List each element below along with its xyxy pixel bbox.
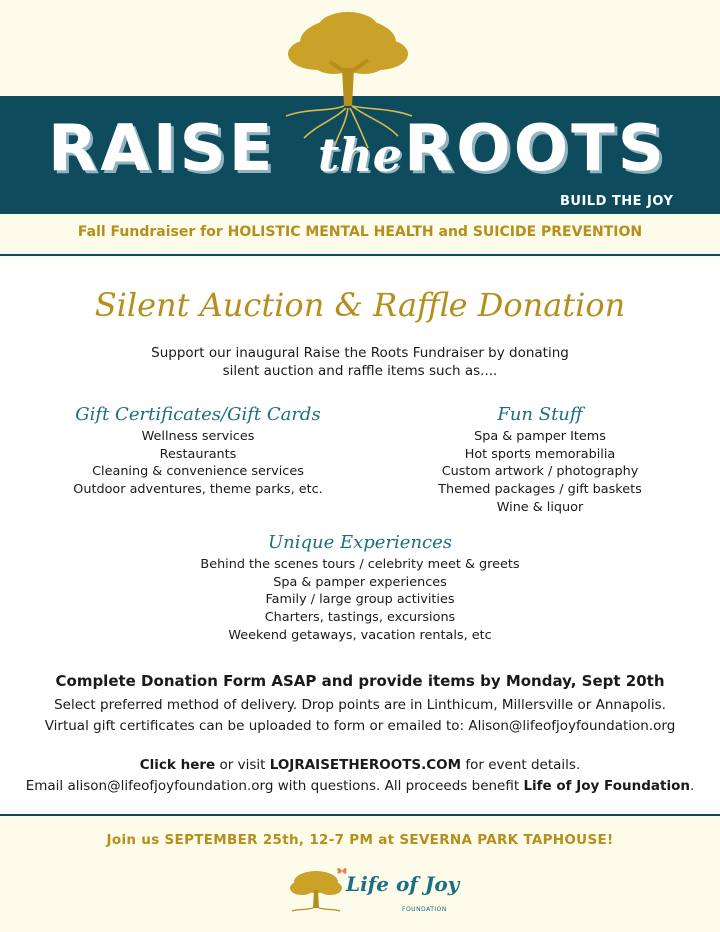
logo-subtitle: FOUNDATION xyxy=(402,906,447,913)
fun-stuff-list xyxy=(390,406,690,517)
footer-divider xyxy=(0,814,720,816)
list-item: Custom artwork / photography xyxy=(441,464,639,480)
visit-text: or visit xyxy=(215,757,270,773)
logo-name: Life of Joy xyxy=(346,872,460,896)
list-item: Restaurants xyxy=(159,446,237,462)
list-item: Spa & pamper experiences xyxy=(273,574,447,590)
event-announcement: Join us SEPTEMBER 25th, 12-7 PM at SEVERNA PARK TAPHOUSE! xyxy=(106,832,614,848)
delivery-line-2: Virtual gift certificates can be uploaded to form or emailed to: Alison@lifeofjoyfoundation.org xyxy=(44,718,676,734)
foundation-name: Life of Joy Foundation xyxy=(523,778,690,794)
list-item: Cleaning & convenience services xyxy=(92,464,304,480)
details-line-1 xyxy=(0,755,720,776)
gift-cards-list xyxy=(48,406,348,499)
email-text: Email alison@lifeofjoyfoundation.org with questions. All proceeds benefit xyxy=(25,778,524,794)
list-item: Wellness services xyxy=(141,428,255,444)
details-text xyxy=(0,755,720,797)
list-item: Wine & liquor xyxy=(496,499,584,515)
list-item: Spa & pamper Items xyxy=(474,428,606,444)
click-here-link[interactable]: Click here xyxy=(139,757,216,773)
details-line-2 xyxy=(0,776,720,797)
intro-line-1: Support our inaugural Raise the Roots Fundraiser by donating xyxy=(151,345,569,361)
site-link[interactable]: LOJRAISETHEROOTS.COM xyxy=(269,757,462,773)
list-item: Behind the scenes tours / celebrity meet & greets xyxy=(200,556,520,572)
deadline-text: Complete Donation Form ASAP and provide items by Monday, Sept 20th xyxy=(55,672,665,690)
delivery-text xyxy=(0,695,720,737)
experiences-list xyxy=(160,534,560,645)
title-roots: ROOTS xyxy=(404,112,667,186)
intro-line-2: silent auction and raffle items such as.... xyxy=(222,363,498,379)
list-item: Outdoor adventures, theme parks, etc. xyxy=(73,482,323,498)
section-heading: Silent Auction & Raffle Donation xyxy=(94,286,626,324)
delivery-line-1: Select preferred method of delivery. Drop points are in Linthicum, Millersville or Annapolis. xyxy=(54,697,666,713)
fun-stuff-title: Fun Stuff xyxy=(497,404,583,425)
list-item: Charters, tastings, excursions xyxy=(264,610,456,626)
title-raise: RAISE xyxy=(48,112,276,186)
gift-cards-title: Gift Certificates/Gift Cards xyxy=(75,404,321,425)
subtitle: Fall Fundraiser for HOLISTIC MENTAL HEALTH and SUICIDE PREVENTION xyxy=(77,224,643,240)
list-item: Hot sports memorabilia xyxy=(464,446,616,462)
tagline: BUILD THE JOY xyxy=(560,194,674,209)
period: . xyxy=(689,778,695,794)
title-the: the xyxy=(318,128,402,182)
list-item: Family / large group activities xyxy=(265,592,455,608)
intro-text xyxy=(0,344,720,380)
list-item: Themed packages / gift baskets xyxy=(438,482,642,498)
list-item: Weekend getaways, vacation rentals, etc xyxy=(228,627,492,643)
experiences-title: Unique Experiences xyxy=(267,532,453,553)
event-details-text: for event details. xyxy=(461,757,581,773)
